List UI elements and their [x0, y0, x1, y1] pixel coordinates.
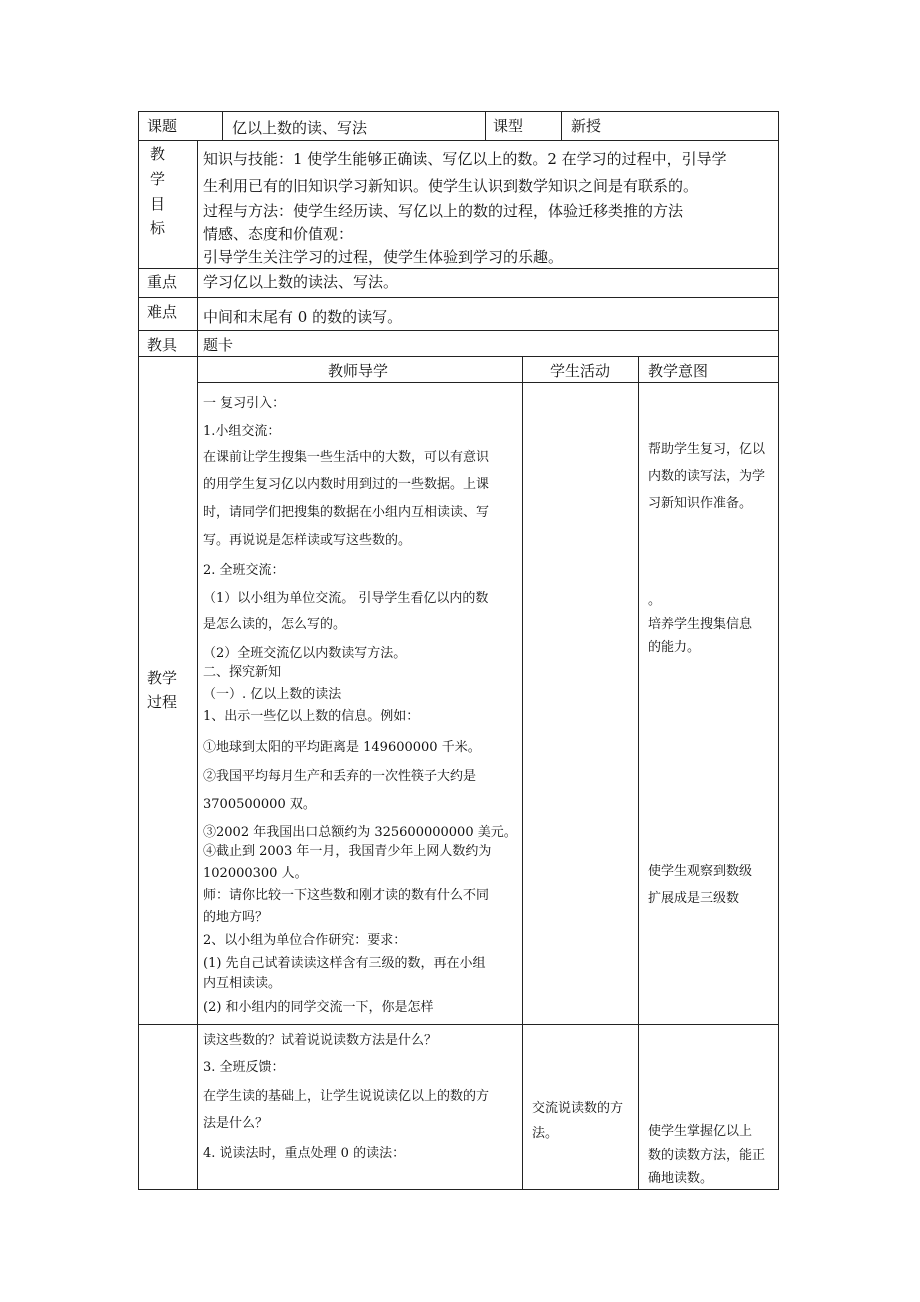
teacher-line: 写。再说说是怎样读或写这些数的。	[203, 533, 412, 548]
topic-label: 课题	[147, 117, 178, 135]
objectives-line: 生利用已有的旧知识学习新知识。使学生认识到数学知识之间是有联系的。	[203, 177, 699, 195]
teacher-line: 102000300 人。	[203, 866, 308, 881]
grid-line	[778, 111, 779, 1190]
teacher-line: 4. 说读法时，重点处理 0 的读法：	[203, 1146, 406, 1161]
teacher-line: 1.小组交流：	[203, 424, 281, 439]
grid-line	[197, 140, 198, 1190]
grid-line	[138, 111, 139, 1190]
process-label-line2: 过程	[147, 693, 178, 711]
objectives-label-char: 目	[150, 195, 166, 213]
objectives-line: 过程与方法：使学生经历读、写亿以上的数的过程，体验迁移类推的方法	[203, 202, 684, 220]
grid-line	[197, 382, 779, 383]
teacher-line: 的用学生复习亿以内数时用到过的一些数据。上课	[203, 477, 490, 492]
teacher-line: 是怎么读的，怎么写的。	[203, 617, 347, 632]
teacher-line: 读这些数的？试着说说读数方法是什么？	[203, 1033, 438, 1048]
grid-line	[138, 1189, 779, 1190]
objectives-line: 引导学生关注学习的过程，使学生体验到学习的乐趣。	[203, 248, 564, 266]
teacher-line: 二、探究新知	[203, 665, 282, 680]
objectives-label-char: 标	[150, 219, 166, 237]
teacher-line: ②我国平均每月生产和丢弃的一次性筷子大约是	[203, 769, 477, 784]
grid-line	[138, 330, 779, 331]
intent-line: 数的读数方法，能正	[648, 1148, 766, 1163]
teacher-line: （1）以小组为单位交流。 引导学生看亿以内的数	[203, 591, 489, 606]
intent-line: 确地读数。	[648, 1171, 714, 1186]
grid-line	[138, 111, 779, 112]
intent-line: 帮助学生复习，亿以	[648, 442, 766, 457]
key-point-label: 重点	[147, 273, 178, 291]
objectives-line: 知识与技能：1 使学生能够正确读、写亿以上的数。2 在学习的过程中，引导学	[203, 150, 727, 168]
intent-line: 使学生观察到数级	[648, 864, 753, 879]
process-label-line1: 教学	[147, 669, 178, 687]
teacher-line: 在学生读的基础上，让学生说说读亿以上的数的方	[203, 1089, 490, 1104]
grid-line	[561, 111, 562, 140]
key-point-value: 学习亿以上数的读法、写法。	[203, 273, 399, 291]
grid-line	[638, 356, 639, 1190]
intent-line: 习新知识作准备。	[648, 496, 753, 511]
teacher-line: 法是什么？	[203, 1116, 269, 1131]
teacher-line: 3. 全班反馈：	[203, 1060, 285, 1075]
column-header-intent: 教学意图	[648, 362, 709, 380]
teacher-line: 2. 全班交流：	[203, 563, 285, 578]
objectives-line: 情感、态度和价值观：	[203, 225, 354, 243]
difficulty-label: 难点	[147, 303, 178, 321]
teacher-line: ③2002 年我国出口总额约为 325600000000 美元。	[203, 825, 517, 840]
lesson-type-label: 课型	[493, 117, 524, 135]
intent-line: 使学生掌握亿以上	[648, 1124, 753, 1139]
objectives-label-char: 学	[150, 170, 166, 188]
teacher-line: （2）全班交流亿以内数读写方法。	[203, 646, 407, 661]
teacher-line: 一 复习引入：	[203, 396, 286, 411]
intent-line: 扩展成是三级数	[648, 891, 740, 906]
lesson-type-value: 新授	[571, 117, 602, 135]
teacher-line: 1、出示一些亿以上数的信息。例如：	[203, 709, 420, 724]
intent-line: 培养学生搜集信息	[648, 617, 753, 632]
teacher-line: 3700500000 双。	[203, 797, 316, 812]
teacher-line: ④截止到 2003 年一月，我国青少年上网人数约为	[203, 844, 492, 859]
intent-line: 内数的读写法，为学	[648, 469, 766, 484]
student-line: 法。	[532, 1126, 559, 1141]
teacher-line: 师：请你比较一下这些数和刚才读的数有什么不同	[203, 888, 490, 903]
teacher-line: ①地球到太阳的平均距离是 149600000 千米。	[203, 740, 481, 755]
grid-line	[138, 268, 779, 269]
teacher-line: (1) 先自己试着读读这样含有三级的数，再在小组	[203, 956, 486, 971]
objectives-label-char: 教	[150, 145, 166, 163]
tools-label: 教具	[147, 336, 178, 354]
teacher-line: 的地方吗？	[203, 910, 269, 925]
grid-line	[138, 140, 779, 141]
teacher-line: 内互相读读。	[203, 976, 282, 991]
grid-line	[138, 297, 779, 298]
grid-line	[138, 356, 779, 357]
topic-value: 亿以上数的读、写法	[232, 119, 368, 137]
tools-value: 题卡	[203, 336, 234, 354]
grid-line	[485, 111, 486, 140]
teacher-line: 在课前让学生搜集一些生活中的大数，可以有意识	[203, 450, 490, 465]
column-header-teacher: 教师导学	[328, 362, 389, 380]
intent-line: 。	[648, 593, 662, 608]
grid-line	[138, 1024, 779, 1025]
teacher-line: 时，请同学们把搜集的数据在小组内互相读读、写	[203, 505, 490, 520]
column-header-student: 学生活动	[550, 362, 611, 380]
student-line: 交流说读数的方	[532, 1101, 624, 1116]
grid-line	[222, 111, 223, 140]
teacher-line: (2) 和小组内的同学交流一下，你是怎样	[203, 1000, 434, 1015]
intent-line: 的能力。	[648, 640, 701, 655]
grid-line	[522, 356, 523, 1190]
teacher-line: （一）. 亿以上数的读法	[203, 687, 342, 702]
difficulty-value: 中间和末尾有 0 的数的读写。	[203, 308, 403, 326]
teacher-line: 2、以小组为单位合作研究：要求：	[203, 933, 407, 948]
